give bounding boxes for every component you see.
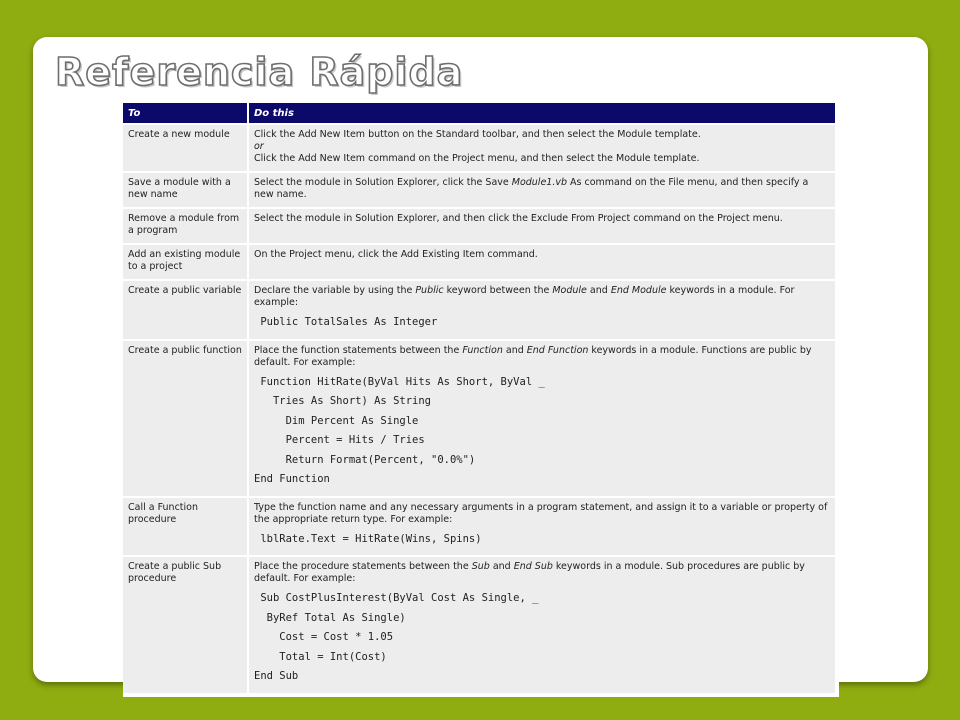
code-line: Public TotalSales As Integer [254, 316, 438, 328]
row-instructions [249, 341, 835, 496]
code-sample [254, 313, 830, 333]
instruction-text: keywords in a module. Functions are public by default. For example: [254, 344, 812, 368]
table-row [123, 173, 835, 207]
instruction-text: Place the procedure statements between the [254, 561, 472, 572]
row-task: Call a Function procedure [123, 498, 247, 556]
instruction-emphasis: End Sub [513, 561, 553, 572]
code-line: Total = Int(Cost) [254, 650, 387, 663]
code-sample [254, 589, 830, 687]
instruction-text: and [489, 561, 514, 572]
instruction-emphasis: Module1.vb [511, 177, 568, 188]
table-row [123, 557, 835, 693]
instruction-emphasis: Module [552, 285, 587, 296]
table-row [123, 281, 835, 339]
instruction-emphasis: Function [462, 344, 503, 356]
instruction-text: keyword between the [443, 285, 553, 296]
code-line: Return Format(Percent, "0.0%") [254, 453, 476, 466]
row-task: Create a new module [123, 125, 247, 171]
header-do-this: Do this [249, 103, 835, 123]
quick-reference-table [123, 103, 837, 695]
instruction-text: Select the module in Solution Explorer, and then click the Exclude From Project command on the Project menu. [254, 213, 783, 224]
row-task: Remove a module from a program [123, 209, 247, 243]
header-to: To [123, 103, 247, 123]
instruction-or: or [254, 141, 264, 152]
table-row [123, 341, 835, 496]
row-instructions [249, 125, 835, 171]
instruction-text: Click the Add New Item command on the Project menu, and then select the Module template. [254, 153, 700, 164]
slide-title: Referencia Rápida [55, 50, 464, 94]
row-task: Create a public Sub procedure [123, 557, 247, 693]
row-instructions [249, 173, 835, 207]
row-instructions [249, 557, 835, 693]
table-row [123, 125, 835, 171]
code-line: ByRef Total As Single) [254, 611, 406, 624]
instruction-text: Select the module in Solution Explorer, click the Save [254, 177, 512, 188]
instruction-text: Place the function statements between the [254, 344, 463, 356]
row-instructions [249, 209, 835, 243]
instruction-emphasis: Sub [471, 561, 490, 572]
table-header-row [123, 103, 835, 123]
instruction-text: On the Project menu, click the Add Existing Item command. [254, 249, 538, 260]
code-line: End Function [254, 473, 330, 485]
code-line: Function HitRate(ByVal Hits As Short, ByVal _ [254, 375, 545, 388]
row-task: Create a public function [123, 341, 247, 496]
instruction-text: As command on the File menu, and then specify a new name. [254, 177, 809, 200]
row-instructions [249, 281, 835, 339]
row-instructions [249, 498, 835, 556]
quick-reference-table-container [123, 103, 839, 697]
instruction-emphasis: End Function [526, 344, 589, 356]
instruction-text: Declare the variable by using the [254, 285, 416, 296]
code-line: Dim Percent As Single [254, 414, 419, 427]
instruction-text: Type the function name and any necessary arguments in a program statement, and assign it to a variable or property of the appropriate return type. For example: [254, 501, 828, 525]
code-line: Percent = Hits / Tries [254, 434, 425, 446]
instruction-text: and [586, 285, 611, 296]
instruction-text: keywords in a module. For example: [254, 285, 795, 308]
instruction-emphasis: End Module [610, 285, 667, 296]
table-row [123, 498, 835, 556]
code-sample [254, 373, 830, 490]
instruction-text: and [502, 344, 527, 356]
code-line: End Sub [254, 670, 299, 682]
code-sample [254, 530, 830, 550]
instruction-text: Click the Add New Item button on the Standard toolbar, and then select the Module template. [254, 129, 701, 140]
code-line: Sub CostPlusInterest(ByVal Cost As Single, _ [254, 592, 539, 604]
instruction-emphasis: Public [415, 285, 444, 296]
table-row [123, 209, 835, 243]
code-line: lblRate.Text = HitRate(Wins, Spins) [254, 532, 482, 545]
code-line: Cost = Cost * 1.05 [254, 631, 394, 643]
code-line: Tries As Short) As String [254, 395, 432, 407]
row-task: Add an existing module to a project [123, 245, 247, 279]
table-row [123, 245, 835, 279]
row-instructions [249, 245, 835, 279]
row-task: Save a module with a new name [123, 173, 247, 207]
row-task: Create a public variable [123, 281, 247, 339]
instruction-text: keywords in a module. Sub procedures are public by default. For example: [254, 561, 805, 584]
